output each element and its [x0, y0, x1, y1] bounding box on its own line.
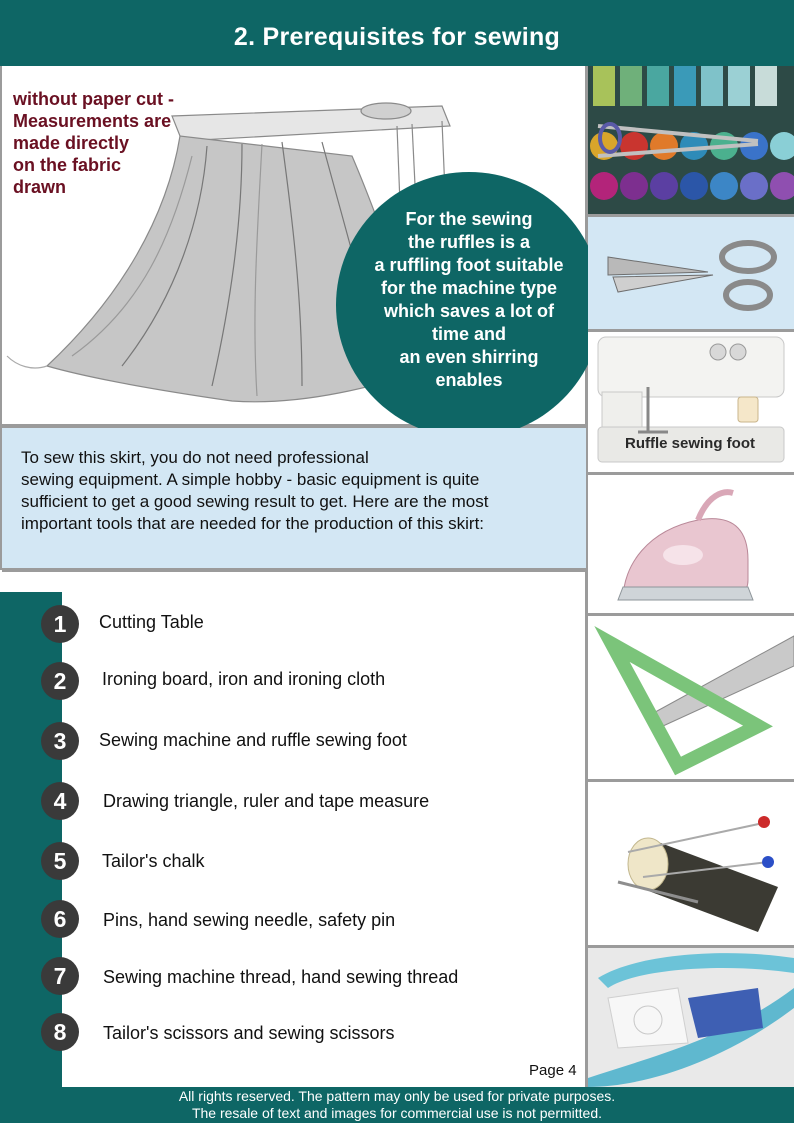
item-number-badge: 3 — [41, 722, 79, 760]
list-item: Drawing triangle, ruler and tape measure — [103, 791, 430, 811]
item-number-badge: 6 — [41, 900, 79, 938]
ruler-triangle-photo — [588, 616, 794, 779]
list-item: Sewing machine thread, hand sewing thread — [103, 967, 459, 987]
thread-spools-photo — [588, 66, 794, 214]
intro-line: important tools that are needed for the production of this skirt: — [21, 514, 485, 533]
item-number-badge: 1 — [41, 605, 79, 643]
item-number-badge: 5 — [41, 842, 79, 880]
intro-text — [21, 447, 581, 535]
footer-text — [0, 1088, 794, 1122]
footer-line: The resale of text and images for commercial use is not permitted. — [191, 1105, 603, 1121]
divider — [2, 568, 586, 572]
sketch-note-line: drawn — [13, 177, 67, 197]
list-item: Ironing board, iron and ironing cloth — [102, 669, 386, 689]
list-item: Cutting Table — [99, 612, 204, 632]
callout-line: which saves a lot of — [383, 301, 555, 321]
photo-caption: Ruffle sewing foot — [625, 435, 755, 452]
callout-line: the ruffles is a — [407, 232, 531, 252]
callout-line: time and — [431, 324, 506, 344]
item-number-badge: 8 — [41, 1013, 79, 1051]
list-item: Tailor's scissors and sewing scissors — [103, 1023, 395, 1043]
footer-line: All rights reserved. The pattern may only be used for private purposes. — [178, 1088, 616, 1104]
page-title: 2. Prerequisites for sewing — [233, 23, 561, 51]
callout-line: For the sewing — [405, 209, 533, 229]
item-number-badge: 2 — [41, 662, 79, 700]
pins-thread-photo — [588, 782, 794, 945]
chalk-tape-measure-photo — [588, 948, 794, 1087]
item-number-badge: 7 — [41, 957, 79, 995]
list-item: Sewing machine and ruffle sewing foot — [99, 730, 407, 750]
sketch-note-line: Measurements are — [13, 111, 172, 131]
iron-photo — [588, 475, 794, 613]
list-item: Pins, hand sewing needle, safety pin — [103, 910, 396, 930]
sketch-note — [13, 88, 213, 198]
page-number: Page 4 — [529, 1062, 577, 1079]
ruffle-foot-callout-text — [356, 208, 582, 392]
scissors-photo — [588, 217, 794, 329]
callout-line: a ruffling foot suitable — [374, 255, 564, 275]
item-number-badge: 4 — [41, 782, 79, 820]
sketch-note-line: without paper cut - — [13, 89, 174, 109]
callout-line: for the machine type — [380, 278, 558, 298]
intro-line: sufficient to get a good sewing result to get. Here are the most — [21, 492, 489, 511]
list-item: Tailor's chalk — [102, 851, 205, 871]
intro-line: sewing equipment. A simple hobby - basic equipment is quite — [21, 470, 480, 489]
sketch-note-line: on the fabric — [13, 155, 122, 175]
intro-line: To sew this skirt, you do not need professional — [21, 448, 369, 467]
callout-line: an even shirring — [399, 347, 539, 367]
sketch-note-line: made directly — [13, 133, 130, 153]
callout-line: enables — [435, 370, 503, 390]
